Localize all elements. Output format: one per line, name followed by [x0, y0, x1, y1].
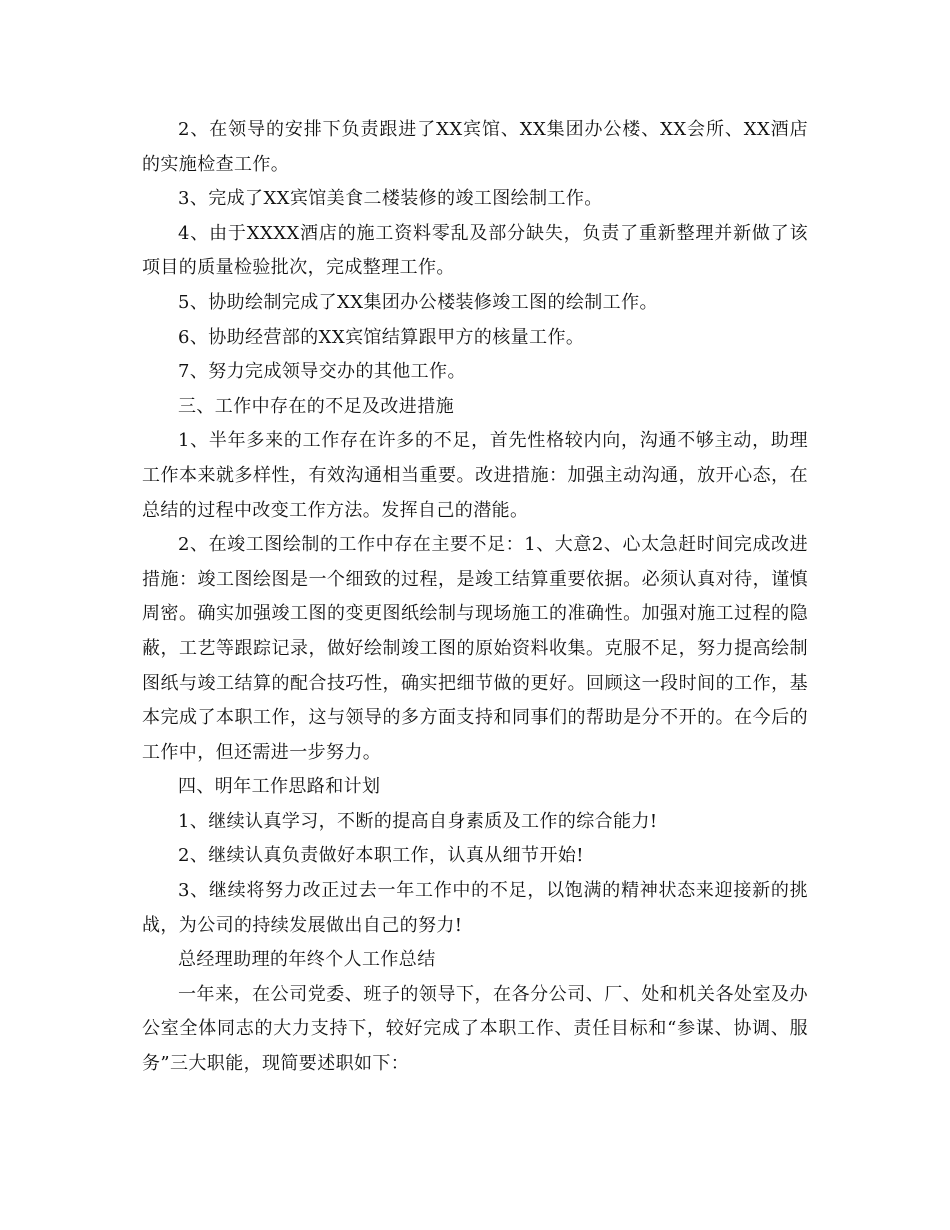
paragraph-plan-3: 3、继续将努力改正过去一年工作中的不足，以饱满的精神状态来迎接新的挑战，为公司的持续发展做出自己的努力!	[142, 880, 808, 936]
section-heading-next-year-plan: 四、明年工作思路和计划	[178, 776, 381, 798]
paragraph-work-item-2: 2、在领导的安排下负责跟进了XX宾馆、XX集团办公楼、XX会所、XX酒店的实施检查工作。	[142, 119, 808, 175]
paragraph-work-item-6: 6、协助经营部的XX宾馆结算跟甲方的核量工作。	[178, 326, 585, 348]
section-heading-assistant-summary: 总经理助理的年终个人工作总结	[178, 949, 436, 971]
paragraph-plan-1: 1、继续认真学习，不断的提高自身素质及工作的综合能力!	[178, 810, 658, 832]
paragraph-work-item-4: 4、由于XXXX酒店的施工资料零乱及部分缺失，负责了重新整理并新做了该项目的质量检验批次，完成整理工作。	[142, 222, 808, 279]
paragraph-plan-2: 2、继续认真负责做好本职工作，认真从细节开始!	[178, 845, 584, 867]
paragraph-work-item-7: 7、努力完成领导交办的其他工作。	[178, 361, 466, 383]
paragraph-work-item-3: 3、完成了XX宾馆美食二楼装修的竣工图绘制工作。	[178, 188, 603, 210]
paragraph-shortcoming-1: 1、半年多来的工作存在许多的不足，首先性格较内向，沟通不够主动，助理工作本来就多样性，有效沟通相当重要。改进措施：加强主动沟通，放开心态，在总结的过程中改变工作方法。发挥自己的潜能。	[142, 430, 808, 521]
paragraph-summary-intro: 一年来，在公司党委、班子的领导下，在各分公司、厂、处和机关各处室及办公室全体同志的大力支持下，较好完成了本职工作、责任目标和“参谋、协调、服务”三大职能，现简要述职如下：	[142, 983, 808, 1075]
document-body	[142, 113, 808, 1082]
paragraph-shortcoming-2: 2、在竣工图绘制的工作中存在主要不足：1、大意2、心太急赶时间完成改进措施：竣工图绘图是一个细致的过程，是竣工结算重要依据。必须认真对待，谨慎周密。确实加强竣工图的变更图纸绘制与现场施工的准确性。加强对施工过程的隐蔽，工艺等跟踪记录，做好绘制竣工图的原始资料收集。克服不足，努力提高绘制图纸与竣工结算的配合技巧性，确实把细节做的更好。回顾这一段时间的工作，基本完成了本职工作，这与领导的多方面支持和同事们的帮助是分不开的。在今后的工作中，但还需进一步努力。	[142, 534, 808, 763]
section-heading-shortcomings: 三、工作中存在的不足及改进措施	[178, 395, 454, 417]
paragraph-work-item-5: 5、协助绘制完成了XX集团办公楼装修竣工图的绘制工作。	[178, 291, 658, 313]
